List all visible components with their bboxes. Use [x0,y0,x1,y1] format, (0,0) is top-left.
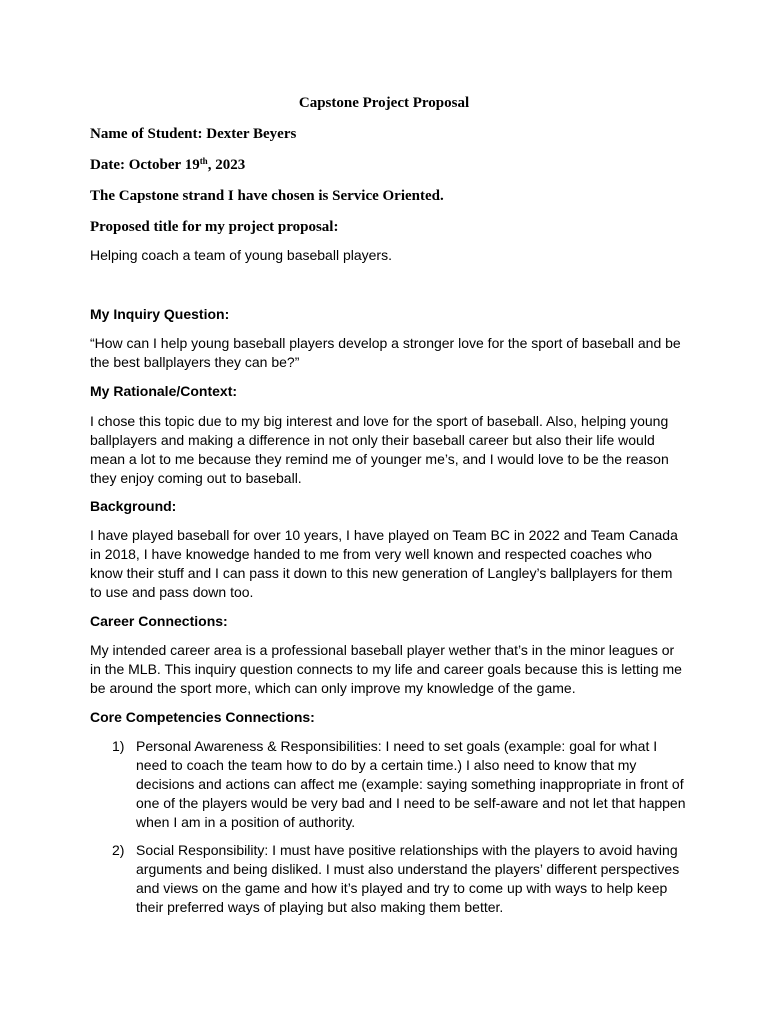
background-text: I have played baseball for over 10 years, I have played on Team BC in 2022 and Team Canada in 2018, I have knowedge handed to me from very well known and respected coaches who know their stuff and I can pass it down to this new generation of Langley’s ballplayers for them to use and pass down too. [90,527,678,600]
list-item-number: 2) [112,842,125,858]
background-heading: Background: [90,498,177,514]
student-name-line: Name of Student: Dexter Beyers [90,126,297,142]
strand-line: The Capstone strand I have chosen is Service Oriented. [90,188,444,204]
proposed-title-text: Helping coach a team of young baseball players. [90,247,392,263]
list-item-text: Personal Awareness & Responsibilities: I need to set goals (example: goal for what I need to coach the team how to do by a certain time.) I also need to know that my decisions and actions can affect me (example: saying something inappropriate in front of one of the players would be very bad and I need to be self-aware and not let that happen when I am in a position of authority. [136,738,686,830]
rationale-text: I chose this topic due to my big interest and love for the sport of baseball. Also, helping young ballplayers and making a difference in not only their baseball career but also their life would mean a lot to me because they remind me of younger me’s, and I would love to be the reason they enjoy coming out to baseball. [90,413,669,486]
document-title: Capstone Project Proposal [298,95,470,111]
list-item [112,737,686,832]
list-item-text: Social Responsibility: I must have positive relationships with the players to avoid having arguments and being disliked. I must also understand the players’ different perspectives and views on the game and how it’s played and try to come up with ways to help keep their preferred ways of playing but also making them better. [136,842,680,915]
inquiry-text: “How can I help young baseball players develop a stronger love for the sport of baseball and be the best ballplayers they can be?” [90,335,681,370]
rationale-heading: My Rationale/Context: [90,383,238,399]
career-heading: Career Connections: [90,613,228,629]
date-prefix: Date: October 19 [90,157,200,173]
date-superscript: th [199,156,208,166]
proposed-title-label: Proposed title for my project proposal: [90,219,339,235]
date-line [90,156,245,174]
inquiry-heading: My Inquiry Question: [90,306,230,322]
date-suffix: , 2023 [207,157,246,173]
career-text: My intended career area is a professional baseball player wether that’s in the minor leagues or in the MLB. This inquiry question connects to my life and career goals because this is letting me be around the sport more, which can only improve my knowledge of the game. [90,642,682,696]
list-item-number: 1) [112,738,125,754]
list-item [112,841,686,917]
core-heading: Core Competencies Connections: [90,709,315,725]
